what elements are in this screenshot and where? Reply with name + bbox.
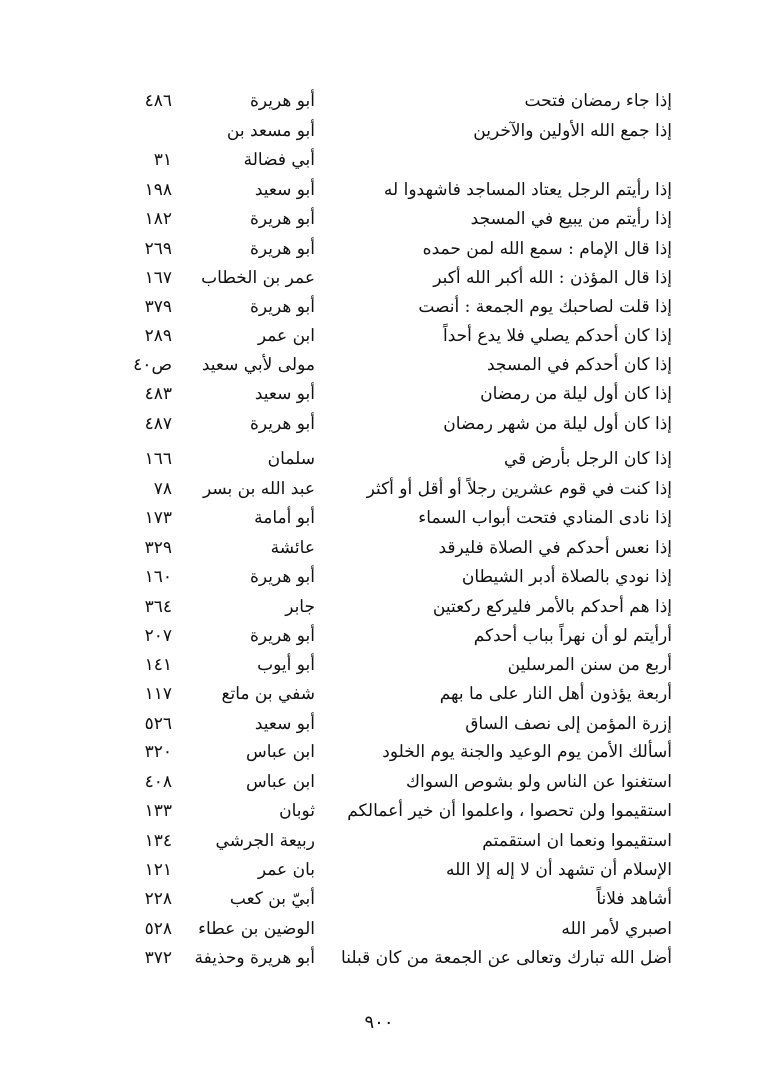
index-entry bbox=[0, 351, 758, 380]
reference-number: ٤٨٧ bbox=[144, 414, 172, 434]
index-entry bbox=[0, 322, 758, 351]
index-entry bbox=[0, 293, 758, 322]
reference-number: ١٦٦ bbox=[144, 449, 172, 469]
index-entry bbox=[0, 680, 758, 709]
index-entry bbox=[0, 738, 758, 767]
reference-number: ٣٧٩ bbox=[144, 297, 172, 317]
reference-number: ٣١ bbox=[153, 150, 172, 170]
narrator-name: الوضين بن عطاء bbox=[198, 919, 315, 939]
reference-number: ٢٢٨ bbox=[144, 889, 172, 909]
reference-number: ١٩٨ bbox=[144, 180, 172, 200]
reference-number: ١٤١ bbox=[144, 655, 172, 675]
reference-number: ١١٧ bbox=[144, 684, 172, 704]
hadith-text: إذا نادى المنادي فتحت أبواب السماء bbox=[418, 508, 672, 528]
hadith-text: إذا كنت في قوم عشرين رجلاً أو أقل أو أكثر bbox=[366, 479, 672, 499]
narrator-name: ربيعة الجرشي bbox=[215, 831, 315, 851]
hadith-text: اصبري لأمر الله bbox=[561, 919, 672, 939]
reference-number: ٣٦٤ bbox=[144, 597, 172, 617]
narrator-name: بان عمر bbox=[257, 860, 315, 880]
hadith-text bbox=[312, 146, 672, 175]
hadith-text: إذا هم أحدكم بالأمر فليركع ركعتين bbox=[432, 597, 672, 617]
reference-number: ٢٨٩ bbox=[144, 326, 172, 346]
hadith-text: إذا قال الإمام : سمع الله لمن حمده bbox=[422, 239, 672, 259]
narrator-name: أبيّ بن كعب bbox=[229, 889, 315, 909]
narrator-name: أبو هريرة وحذيفة bbox=[194, 948, 315, 968]
narrator-name: ثوبان bbox=[279, 801, 315, 821]
narrator-name: أبو سعيد bbox=[254, 180, 315, 200]
hadith-text: إذا رأيتم الرجل يعتاد المساجد فاشهدوا له bbox=[383, 180, 672, 200]
index-entry bbox=[0, 651, 758, 680]
hadith-text: إذا كان أول ليلة من شهر رمضان bbox=[443, 414, 672, 434]
narrator-name: ابن عباس bbox=[245, 742, 315, 762]
narrator-name: عائشة bbox=[270, 538, 315, 558]
hadith-text: إذا نعس أحدكم في الصلاة فليرقد bbox=[438, 538, 672, 558]
hadith-text: إذا كان الرجل بأرض قي bbox=[503, 449, 672, 469]
index-entry bbox=[0, 856, 758, 885]
narrator-name: أبو هريرة bbox=[249, 297, 315, 317]
hadith-text: إذا كان أحدكم في المسجد bbox=[486, 355, 672, 375]
reference-number: ص٤٠ bbox=[133, 355, 172, 375]
hadith-text: استغنوا عن الناس ولو بشوص السواك bbox=[406, 772, 672, 792]
hadith-text: أسألك الأمن يوم الوعيد والجنة يوم الخلود bbox=[382, 742, 672, 762]
hadith-text: إذا كان أحدكم يصلي فلا يدع أحداً bbox=[443, 326, 672, 346]
narrator-name: أبو هريرة bbox=[249, 239, 315, 259]
reference-number: ١٧٣ bbox=[144, 508, 172, 528]
narrator-name: عبد الله بن بسر bbox=[202, 479, 315, 499]
index-entry bbox=[0, 710, 758, 739]
narrator-name: أبو أيوب bbox=[257, 655, 315, 675]
narrator-name: شفي بن ماتع bbox=[221, 684, 315, 704]
index-entry bbox=[0, 205, 758, 234]
reference-number: ٤٠٨ bbox=[144, 772, 172, 792]
reference-number: ٣٢٠ bbox=[144, 742, 172, 762]
reference-number: ٢٦٩ bbox=[144, 239, 172, 259]
index-entry bbox=[0, 117, 758, 146]
hadith-text: إذا رأيتم من يبيع في المسجد bbox=[470, 209, 672, 229]
narrator-name: أبو هريرة bbox=[249, 209, 315, 229]
narrator-name: أبو سعيد bbox=[254, 714, 315, 734]
index-entry bbox=[0, 235, 758, 264]
narrator-name: عمر بن الخطاب bbox=[201, 268, 315, 288]
index-entry bbox=[0, 915, 758, 944]
reference-number: ٥٢٦ bbox=[144, 714, 172, 734]
reference-number: ٥٢٨ bbox=[144, 919, 172, 939]
index-entry bbox=[0, 176, 758, 205]
index-entry bbox=[0, 622, 758, 651]
narrator-name: مولى لأبي سعيد bbox=[201, 355, 315, 375]
reference-number: ٣٢٩ bbox=[144, 538, 172, 558]
narrator-name: أبو أمامة bbox=[254, 508, 315, 528]
index-entry bbox=[0, 146, 758, 175]
hadith-text: أشاهد فلاناً bbox=[596, 889, 672, 909]
index-entry bbox=[0, 797, 758, 826]
hadith-text: أربعة يؤذون أهل النار على ما بهم bbox=[439, 684, 672, 704]
reference-number: ٢٠٧ bbox=[144, 626, 172, 646]
reference-number: ١٢١ bbox=[144, 860, 172, 880]
narrator-name: جابر bbox=[285, 597, 315, 617]
index-entry bbox=[0, 944, 758, 973]
narrator-name: أبو هريرة bbox=[249, 414, 315, 434]
page-number: ٩٠٠ bbox=[364, 1012, 394, 1033]
index-entry bbox=[0, 87, 758, 116]
reference-number: ١٣٣ bbox=[144, 801, 172, 821]
index-entry bbox=[0, 504, 758, 533]
index-entry bbox=[0, 593, 758, 622]
index-entry bbox=[0, 768, 758, 797]
hadith-text: استقيموا ونعما ان استقمتم bbox=[482, 831, 672, 851]
hadith-text: إزرة المؤمن إلى نصف الساق bbox=[465, 714, 672, 734]
hadith-text: الإسلام أن تشهد أن لا إله إلا الله bbox=[445, 860, 672, 880]
index-entry bbox=[0, 885, 758, 914]
narrator-name: ابن عباس bbox=[245, 772, 315, 792]
index-entry bbox=[0, 475, 758, 504]
narrator-name: أبو مسعد بن bbox=[226, 121, 315, 141]
index-entry bbox=[0, 827, 758, 856]
reference-number: ٤٨٣ bbox=[144, 384, 172, 404]
hadith-text: أضل الله تبارك وتعالى عن الجمعة من كان قبلنا bbox=[341, 948, 672, 968]
reference-number: ٣٧٢ bbox=[144, 948, 172, 968]
hadith-text: أرأيتم لو أن نهراً بباب أحدكم bbox=[473, 626, 672, 646]
index-entry bbox=[0, 445, 758, 474]
narrator-name: أبي فضالة bbox=[243, 150, 315, 170]
hadith-text: إذا جمع الله الأولين والآخرين bbox=[473, 121, 672, 141]
narrator-name: أبو سعيد bbox=[254, 384, 315, 404]
hadith-text: إذا نودي بالصلاة أدبر الشيطان bbox=[461, 567, 672, 587]
hadith-text: إذا جاء رمضان فتحت bbox=[524, 91, 672, 111]
index-entry bbox=[0, 563, 758, 592]
narrator-name: سلمان bbox=[267, 449, 315, 469]
index-entry bbox=[0, 380, 758, 409]
narrator-name: ابن عمر bbox=[257, 326, 315, 346]
reference-number: ١٦٧ bbox=[144, 268, 172, 288]
index-entry bbox=[0, 410, 758, 439]
reference-number: ١٣٤ bbox=[144, 831, 172, 851]
reference-number bbox=[112, 117, 172, 146]
reference-number: ١٦٠ bbox=[144, 567, 172, 587]
narrator-name: أبو هريرة bbox=[249, 567, 315, 587]
index-entry bbox=[0, 534, 758, 563]
hadith-text: استقيموا ولن تحصوا ، واعلموا أن خير أعمالكم bbox=[347, 801, 672, 821]
reference-number: ٧٨ bbox=[153, 479, 172, 499]
reference-number: ١٨٢ bbox=[144, 209, 172, 229]
narrator-name: أبو هريرة bbox=[249, 626, 315, 646]
reference-number: ٤٨٦ bbox=[144, 91, 172, 111]
index-entry bbox=[0, 264, 758, 293]
hadith-text: إذا كان أول ليلة من رمضان bbox=[480, 384, 672, 404]
hadith-text: إذا قال المؤذن : الله أكبر الله أكبر bbox=[433, 268, 672, 288]
narrator-name: أبو هريرة bbox=[249, 91, 315, 111]
hadith-text: أربع من سنن المرسلين bbox=[507, 655, 672, 675]
hadith-text: إذا قلت لصاحبك يوم الجمعة : أنصت bbox=[418, 297, 672, 317]
